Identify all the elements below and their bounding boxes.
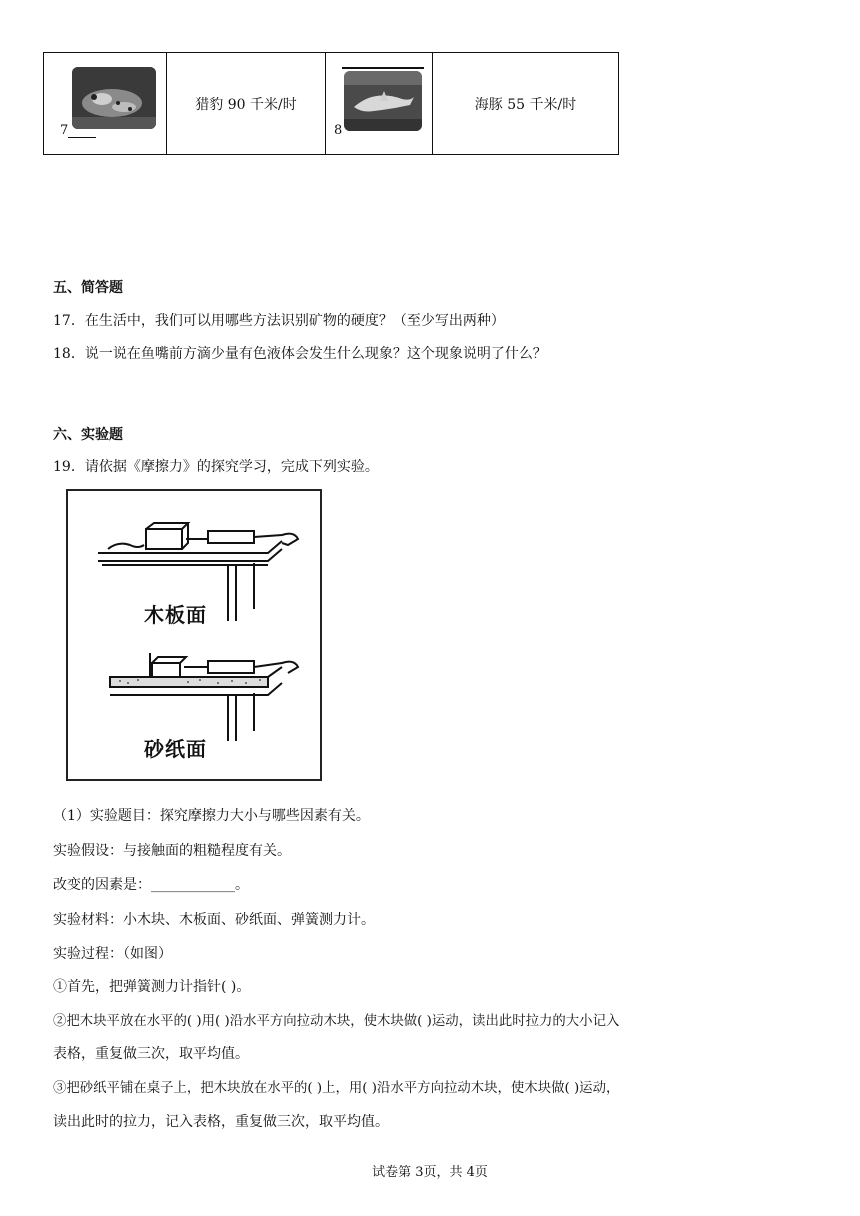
experiment-line: （1）实验题目：探究摩擦力大小与哪些因素有关。: [53, 808, 370, 824]
question-19: 19．请依据《摩擦力》的探究学习，完成下列实验。: [53, 459, 379, 475]
friction-experiment-figure: [66, 489, 322, 781]
table-row: [44, 53, 619, 155]
experiment-line: 实验材料：小木块、木板面、砂纸面、弹簧测力计。: [53, 912, 375, 928]
page-footer: 试卷第 3页，共 4页: [372, 1165, 488, 1180]
experiment-line: 实验假设：与接触面的粗糙程度有关。: [53, 843, 291, 859]
experiment-line: ②把木块平放在水平的( )用( )沿水平方向拉动木块，使木块做( )运动，读出此时拉力的大小记入: [53, 1014, 620, 1029]
animal-speed-table: [43, 52, 619, 155]
section-5-heading: 五、简答题: [53, 280, 123, 296]
experiment-line: ①首先，把弹簧测力计指针( )。: [53, 979, 251, 995]
cheetah-speed: 猎豹 90 千米/时: [167, 53, 326, 155]
question-18: 18．说一说在鱼嘴前方滴少量有色液体会发生什么现象？这个现象说明了什么？: [53, 346, 547, 362]
item-number: 7: [60, 123, 69, 138]
number-underline: [68, 137, 96, 138]
dolphin-speed: 海豚 55 千米/时: [433, 53, 619, 155]
experiment-line: 改变的因素是：____________。: [53, 877, 249, 893]
experiment-line: 读出此时的拉力，记入表格，重复做三次，取平均值。: [53, 1114, 389, 1130]
question-17: 17．在生活中，我们可以用哪些方法识别矿物的硬度？（至少写出两种）: [53, 313, 505, 329]
cheetah-image-cell: [44, 53, 167, 155]
experiment-line: ③把砂纸平铺在桌子上，把木块放在水平的( )上，用( )沿水平方向拉动木块，使木块做( )运动，: [53, 1081, 620, 1096]
section-6-heading: 六、实验题: [53, 427, 123, 443]
cheetah-photo: [72, 67, 156, 129]
top-rule: [342, 67, 424, 69]
figure-label-sandpaper: 砂纸面: [144, 737, 207, 761]
experiment-line: 表格，重复做三次，取平均值。: [53, 1046, 249, 1062]
dolphin-image-cell: [326, 53, 433, 155]
dolphin-photo: [344, 71, 422, 131]
experiment-line: 实验过程：（如图）: [53, 946, 172, 962]
figure-label-wood: 木板面: [144, 603, 207, 627]
item-number: 8: [334, 123, 343, 138]
